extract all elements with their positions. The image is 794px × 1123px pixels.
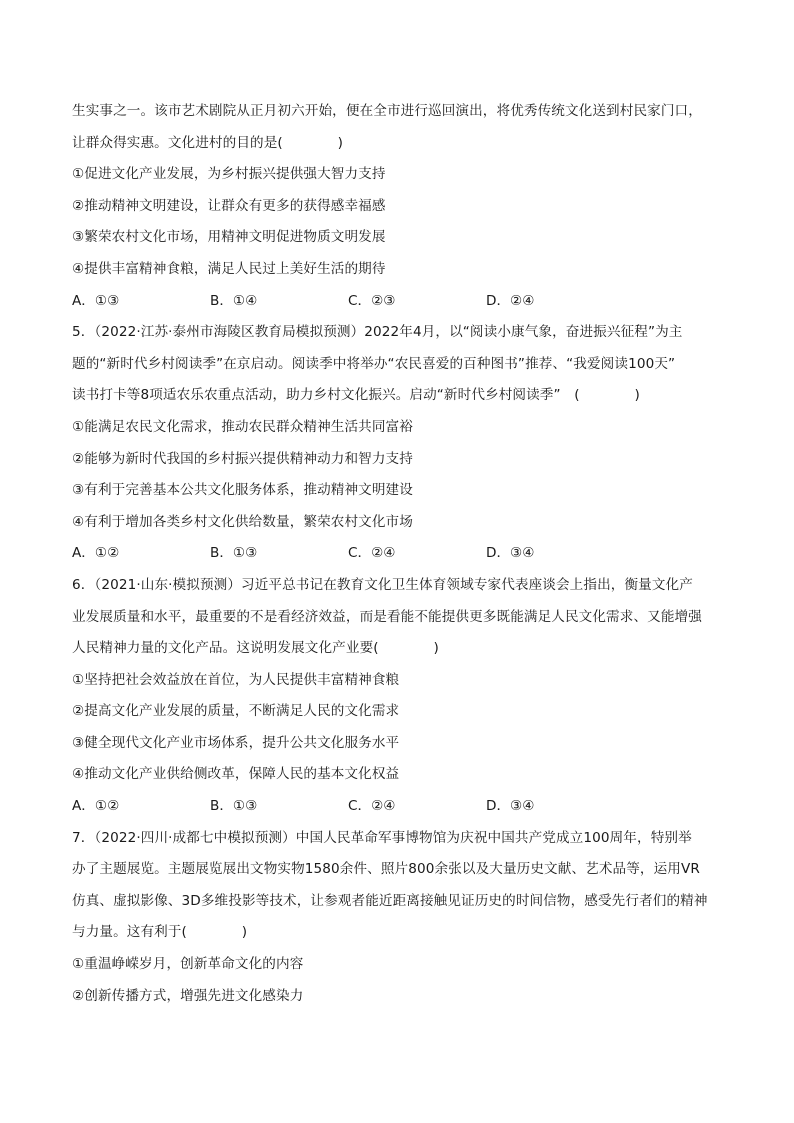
choice-d: D．③④ [486, 545, 535, 562]
choice-d: D．③④ [486, 798, 535, 815]
option-statement: ③有利于完善基本公共文化服务体系，推动精神文明建设 [72, 482, 413, 499]
option-statement: ②能够为新时代我国的乡村振兴提供精神动力和智力支持 [72, 450, 413, 467]
choice-c: C．②③ [348, 292, 396, 309]
question-6 [72, 570, 722, 823]
question-stem-line: 办了主题展览。主题展览展出文物实物1580余件、照片800余张以及大量历史文献、艺术品等，运用VR [72, 861, 700, 878]
choice-c: C．②④ [348, 798, 396, 815]
question-stem-line: 6．（2021·山东·模拟预测）习近平总书记在教育文化卫生体育领域专家代表座谈会上指出，衡量文化产 [72, 576, 693, 593]
option-statement: ②提高文化产业发展的质量，不断满足人民的文化需求 [72, 703, 400, 720]
question-stem-line: 与力量。这有利于( ) [72, 924, 248, 941]
option-statement: ④提供丰富精神食粮，满足人民过上美好生活的期待 [72, 260, 386, 277]
option-statement: ①能满足农民文化需求，推动农民群众精神生活共同富裕 [72, 418, 413, 435]
answer-choices [72, 538, 722, 570]
question-stem-line: 让群众得实惠。文化进村的目的是( ) [72, 134, 343, 151]
question-4 [72, 96, 722, 317]
choice-a: A．①② [72, 798, 120, 815]
choice-b: B．①④ [210, 292, 258, 309]
option-statement: ①坚持把社会效益放在首位，为人民提供丰富精神食粮 [72, 671, 400, 688]
choice-b: B．①③ [210, 798, 258, 815]
option-statement: ④有利于增加各类乡村文化供给数量，繁荣农村文化市场 [72, 513, 413, 530]
answer-choices [72, 791, 722, 823]
question-stem-line: 7．（2022·四川·成都七中模拟预测）中国人民革命军事博物馆为庆祝中国共产党成立100周年，特别举 [72, 829, 692, 846]
choice-d: D．②④ [486, 292, 535, 309]
question-5 [72, 317, 722, 570]
option-statement: ③繁荣农村文化市场，用精神文明促进物质文明发展 [72, 229, 386, 246]
choice-a: A．①③ [72, 292, 120, 309]
question-stem-line: 仿真、虚拟影像、3D多维投影等技术，让参观者能近距离接触见证历史的时间信物，感受先行者们的精神 [72, 892, 708, 909]
option-statement: ②推动精神文明建设，让群众有更多的获得感幸福感 [72, 197, 386, 214]
choice-b: B．①③ [210, 545, 258, 562]
option-statement: ①促进文化产业发展，为乡村振兴提供强大智力支持 [72, 166, 386, 183]
option-statement: ③健全现代文化产业市场体系，提升公共文化服务水平 [72, 734, 400, 751]
question-stem-line: 读书打卡等8项适农乐农重点活动，助力乡村文化振兴。启动“新时代乡村阅读季” ( ) [72, 387, 640, 404]
exam-page [72, 96, 722, 1012]
option-statement: ④推动文化产业供给侧改革，保障人民的基本文化权益 [72, 766, 400, 783]
choice-c: C．②④ [348, 545, 396, 562]
answer-choices [72, 286, 722, 318]
question-stem-line: 人民精神力量的文化产品。这说明发展文化产业要( ) [72, 640, 439, 657]
question-7 [72, 823, 722, 1013]
option-statement: ①重温峥嵘岁月，创新革命文化的内容 [72, 956, 304, 973]
question-stem-line: 5．（2022·江苏·泰州市海陵区教育局模拟预测）2022年4月，以“阅读小康气象，奋进振兴征程”为主 [72, 324, 683, 341]
question-stem-line: 生实事之一。该市艺术剧院从正月初六开始，便在全市进行巡回演出，将优秀传统文化送到村民家门口， [72, 103, 702, 119]
option-statement: ②创新传播方式，增强先进文化感染力 [72, 987, 304, 1004]
question-stem-line: 业发展质量和水平，最重要的不是看经济效益，而是看能不能提供更多既能满足人民文化需求、又能增强 [72, 608, 702, 625]
question-stem-line: 题的“新时代乡村阅读季”在京启动。阅读季中将举办“农民喜爱的百种图书”推荐、“我爱阅读100天” [72, 355, 676, 372]
choice-a: A．①② [72, 545, 120, 562]
